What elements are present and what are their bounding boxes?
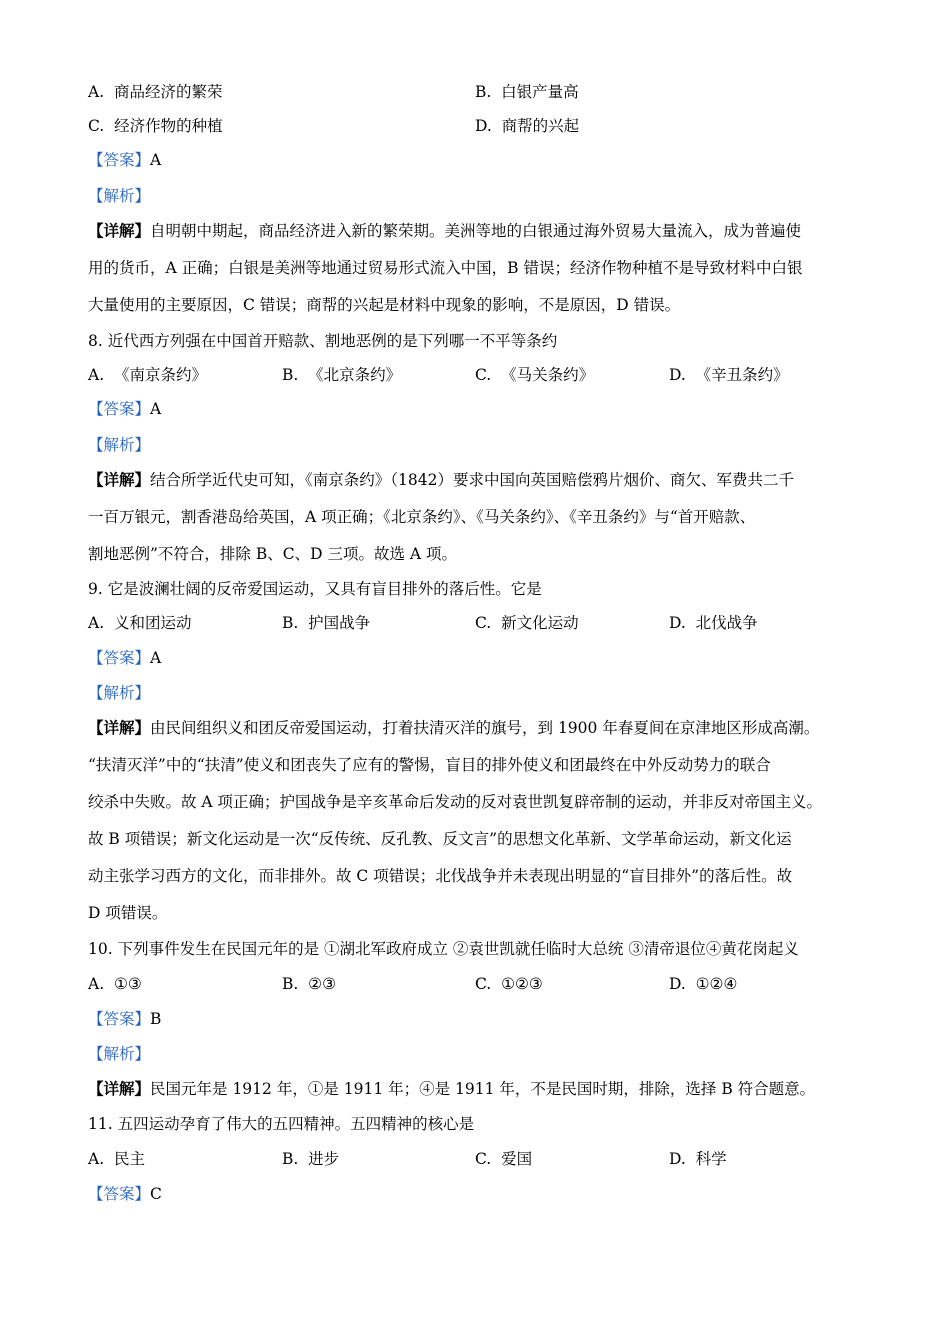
answer-value: A <box>150 151 162 169</box>
q8-option-c: C. 《马关条约》 <box>475 366 595 384</box>
q8-detail-line-3: 割地恶例”不符合，排除 B、C、D 三项。故选 A 项。 <box>88 545 458 563</box>
answer-tag: 【答案】 <box>88 400 151 418</box>
q9-analysis <box>88 682 150 704</box>
q11-question: 11. 五四运动孕育了伟大的五四精神。五四精神的核心是 <box>88 1115 475 1133</box>
q9-detail-line-1 <box>88 717 819 739</box>
q9-option-d: D. 北伐战争 <box>669 614 758 632</box>
q10-answer <box>88 1008 161 1030</box>
q8-detail-line-1 <box>88 469 794 491</box>
q7-detail-line-2: 用的货币，A 正确；白银是美洲等地通过贸易形式流入中国，B 错误；经济作物种植不是导致材料中白银 <box>88 259 803 277</box>
answer-value: A <box>150 400 162 418</box>
detail-text: 结合所学近代史可知，《南京条约》（1842）要求中国向英国赔偿鸦片烟价、商欠、军费共二千 <box>150 471 794 489</box>
q8-question: 8. 近代西方列强在中国首开赔款、割地恶例的是下列哪一不平等条约 <box>88 332 558 350</box>
q11-option-c: C. 爱国 <box>475 1150 533 1168</box>
answer-value: B <box>150 1010 162 1028</box>
analysis-tag: 【解析】 <box>88 436 151 454</box>
q10-option-c: C. ①②③ <box>475 975 543 993</box>
q10-option-b: B. ②③ <box>282 975 336 993</box>
detail-text: 由民间组织义和团反帝爱国运动，打着扶清灭洋的旗号，到 1900 年春夏间在京津地区形成高潮。 <box>150 719 820 737</box>
answer-tag: 【答案】 <box>88 151 151 169</box>
q11-option-d: D. 科学 <box>669 1150 727 1168</box>
analysis-tag: 【解析】 <box>88 684 151 702</box>
detail-tag: 【详解】 <box>88 718 151 737</box>
detail-tag: 【详解】 <box>88 470 151 489</box>
q9-detail-line-6: D 项错误。 <box>88 904 168 922</box>
q10-option-d: D. ①②④ <box>669 975 738 993</box>
q9-detail-line-5: 动主张学习西方的文化，而非排外。故 C 项错误；北伐战争并未表现出明显的“盲目排外”的落后性。故 <box>88 867 793 885</box>
q9-question: 9. 它是波澜壮阔的反帝爱国运动，又具有盲目排外的落后性。它是 <box>88 580 542 598</box>
q9-detail-line-2: “扶清灭洋”中的“扶清”使义和团丧失了应有的警惕，盲目的排外使义和团最终在中外反动势力的联合 <box>88 756 771 774</box>
q7-analysis <box>88 185 150 207</box>
detail-text: 自明朝中期起，商品经济进入新的繁荣期。美洲等地的白银通过海外贸易大量流入，成为普遍使 <box>150 222 802 240</box>
analysis-tag: 【解析】 <box>88 1045 151 1063</box>
q7-answer <box>88 149 161 171</box>
q7-option-c: C. 经济作物的种植 <box>88 117 223 135</box>
detail-text: 民国元年是 1912 年，①是 1911 年；④是 1911 年，不是民国时期，排除，选择 B 符合题意。 <box>150 1080 816 1098</box>
answer-tag: 【答案】 <box>88 1010 151 1028</box>
q8-answer <box>88 398 161 420</box>
analysis-tag: 【解析】 <box>88 187 151 205</box>
q9-option-a: A. 义和团运动 <box>88 614 192 632</box>
answer-tag: 【答案】 <box>88 1185 151 1203</box>
answer-value: A <box>150 649 162 667</box>
q9-answer <box>88 647 161 669</box>
q10-detail-line-1 <box>88 1078 815 1100</box>
answer-value: C <box>150 1185 162 1203</box>
q9-detail-line-4: 故 B 项错误；新文化运动是一次“反传统、反孔教、反文言”的思想文化革新、文学革命运动，新文化运 <box>88 830 792 848</box>
q8-option-a: A. 《南京条约》 <box>88 366 207 384</box>
q10-option-a: A. ①③ <box>88 975 142 993</box>
detail-tag: 【详解】 <box>88 221 151 240</box>
q9-option-b: B. 护国战争 <box>282 614 371 632</box>
q7-detail-line-1 <box>88 220 801 242</box>
q7-option-a: A. 商品经济的繁荣 <box>88 83 223 101</box>
q11-answer <box>88 1183 162 1205</box>
q7-option-d: D. 商帮的兴起 <box>475 117 580 135</box>
q11-option-a: A. 民主 <box>88 1150 145 1168</box>
q11-option-b: B. 进步 <box>282 1150 340 1168</box>
answer-tag: 【答案】 <box>88 649 151 667</box>
q9-detail-line-3: 绞杀中失败。故 A 项正确；护国战争是辛亥革命后发动的反对袁世凯复辟帝制的运动，并非反对帝国主义。 <box>88 793 823 811</box>
q7-detail-line-3: 大量使用的主要原因，C 错误；商帮的兴起是材料中现象的影响，不是原因，D 错误。 <box>88 296 681 314</box>
q10-question: 10. 下列事件发生在民国元年的是 ①湖北军政府成立 ②袁世凯就任临时大总统 ③清帝退位④黄花岗起义 <box>88 940 799 958</box>
q7-option-b: B. 白银产量高 <box>475 83 579 101</box>
detail-tag: 【详解】 <box>88 1079 151 1098</box>
q8-detail-line-2: 一百万银元，割香港岛给英国，A 项正确；《北京条约》、《马关条约》、《辛丑条约》与“首开赔款、 <box>88 508 756 526</box>
q8-analysis <box>88 434 150 456</box>
q9-option-c: C. 新文化运动 <box>475 614 579 632</box>
q10-analysis <box>88 1043 150 1065</box>
q8-option-d: D. 《辛丑条约》 <box>669 366 789 384</box>
q8-option-b: B. 《北京条约》 <box>282 366 402 384</box>
